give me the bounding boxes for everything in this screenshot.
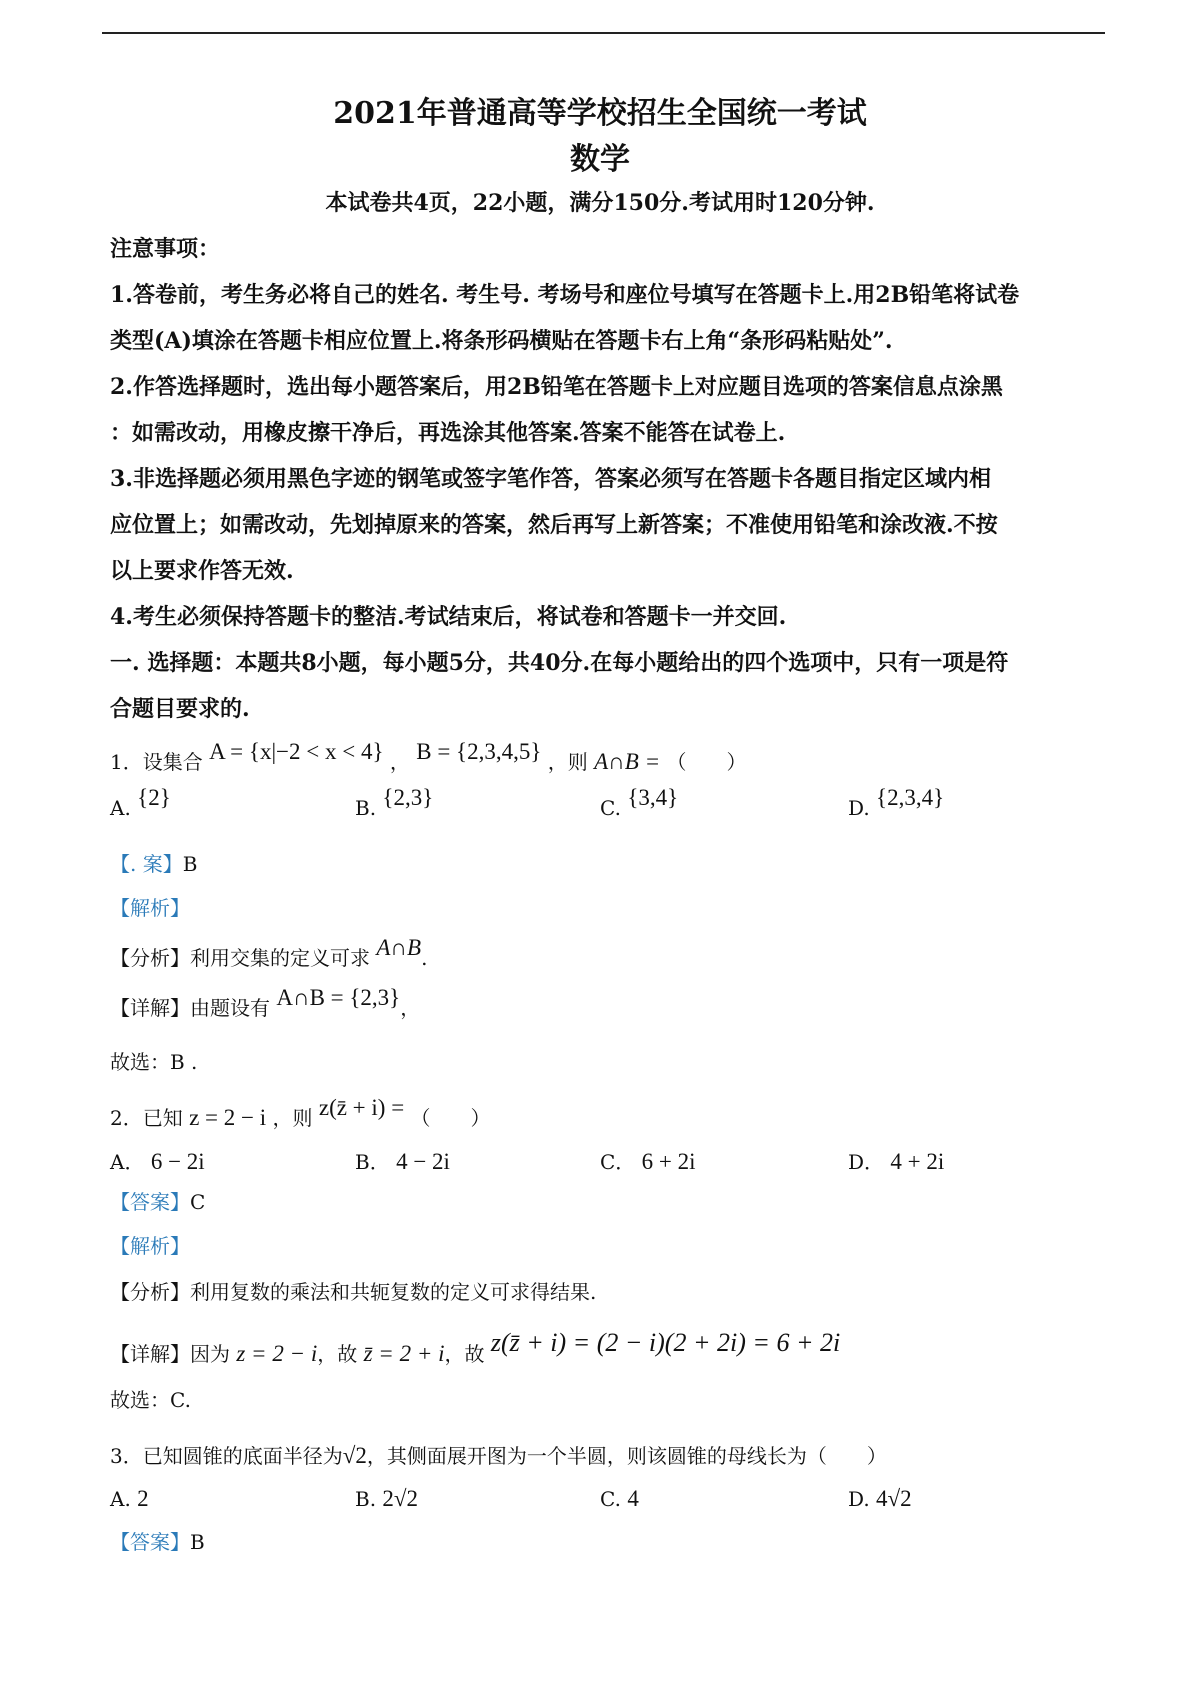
q1-paren: （ ） bbox=[666, 750, 747, 774]
q1-set-a: A = {x|−2 < x < 4} bbox=[209, 739, 384, 764]
q2-answer: 【答案】C bbox=[110, 1190, 206, 1214]
q2-option-d: D． 4 + 2i bbox=[848, 1149, 945, 1174]
q3-option-b: B. 2√2 bbox=[355, 1486, 419, 1511]
q3-option-d: D. 4√2 bbox=[848, 1486, 912, 1511]
question-2: 2．已知 z = 2 − i ，则 z(z̄ + i) = （ ） bbox=[110, 1095, 491, 1130]
q2-conclusion: 故选：C. bbox=[110, 1388, 191, 1412]
q1-option-b: B. {2,3} bbox=[355, 785, 434, 820]
notice-line: 1.答卷前，考生务必将自己的姓名. 考生号. 考场号和座位号填写在答题卡上.用2B铅笔将试卷 bbox=[110, 282, 1020, 308]
answer-label: 【答案】 bbox=[110, 1530, 190, 1554]
q1-answer: 【. 案】B bbox=[110, 852, 198, 876]
q1-conclusion: 故选：B . bbox=[110, 1050, 198, 1074]
notice-line: ：如需改动，用橡皮擦干净后，再选涂其他答案.答案不能答在试卷上. bbox=[110, 420, 786, 446]
question-1 bbox=[110, 739, 747, 775]
q1-comma: ， bbox=[389, 750, 410, 774]
q2-detail: 【详解】因为 z = 2 − i，故 z̄ = 2 + i，故 z(z̄ + i) = (2 − i)(2 + 2i) = 6 + 2i bbox=[110, 1328, 841, 1366]
q2-option-c: C． 6 + 2i bbox=[600, 1149, 696, 1174]
q2-expr: z(z̄ + i) = bbox=[318, 1095, 405, 1120]
q1-option-c: C. {3,4} bbox=[600, 785, 679, 820]
q1-detail: 【详解】由题设有 A∩B = {2,3}， bbox=[110, 985, 421, 1020]
question-3: 3．已知圆锥的底面半径为√2，其侧面展开图为一个半圆，则该圆锥的母线长为（ ） bbox=[110, 1443, 887, 1468]
q2-option-b: B． 4 − 2i bbox=[355, 1149, 450, 1174]
notice-line: 应位置上；如需改动，先划掉原来的答案，然后再写上新答案；不准使用铅笔和涂改液.不按 bbox=[110, 512, 998, 538]
q2-option-a: A． 6 − 2i bbox=[110, 1149, 205, 1174]
notice-line: 4.考生必须保持答题卡的整洁.考试结束后，将试卷和答题卡一并交回. bbox=[110, 604, 787, 630]
q1-expr: A∩B = bbox=[594, 749, 661, 774]
q2-fenxi: 【分析】利用复数的乘法和共轭复数的定义可求得结果. bbox=[110, 1280, 597, 1304]
exam-info: 本试卷共4页，22小题，满分150分.考试用时120分钟. bbox=[325, 190, 875, 216]
q1-option-a: A. {2} bbox=[110, 785, 171, 820]
top-rule bbox=[102, 32, 1105, 34]
q2-analysis-label: 【解析】 bbox=[110, 1234, 190, 1258]
section-heading-cont: 合题目要求的. bbox=[110, 696, 250, 722]
q1-prefix: 1．设集合 bbox=[110, 750, 203, 774]
q2-given: z = 2 − i bbox=[189, 1105, 267, 1130]
q3-answer: 【答案】B bbox=[110, 1530, 205, 1554]
section-heading: 一. 选择题：本题共8小题，每小题5分，共40分.在每小题给出的四个选项中，只有一项是符 bbox=[110, 650, 1009, 676]
q3-option-a: A. 2 bbox=[110, 1486, 149, 1511]
notice-heading: 注意事项： bbox=[110, 236, 221, 262]
q1-option-d: D. {2,3,4} bbox=[848, 785, 945, 820]
notice-line: 以上要求作答无效. bbox=[110, 558, 294, 584]
q3-radius: √2 bbox=[342, 1443, 367, 1468]
notice-line: 2.作答选择题时，选出每小题答案后，用2B铅笔在答题卡上对应题目选项的答案信息点涂黑 bbox=[110, 374, 1003, 400]
q1-then: ，则 bbox=[547, 750, 588, 774]
answer-label: 【答案】 bbox=[110, 1190, 190, 1214]
exam-title: 2021年普通高等学校招生全国统一考试 bbox=[333, 96, 867, 131]
q1-fenxi: 【分析】利用交集的定义可求 A∩B. bbox=[110, 935, 428, 970]
q1-set-b: B = {2,3,4,5} bbox=[416, 739, 542, 764]
q1-analysis-label: 【解析】 bbox=[110, 896, 190, 920]
answer-label: 【. 案】 bbox=[110, 852, 183, 876]
notice-line: 类型(A)填涂在答题卡相应位置上.将条形码横贴在答题卡右上角“条形码粘贴处”. bbox=[110, 328, 893, 354]
q3-option-c: C. 4 bbox=[600, 1486, 639, 1511]
exam-subject: 数学 bbox=[570, 142, 630, 177]
notice-line: 3.非选择题必须用黑色字迹的钢笔或签字笔作答，答案必须写在答题卡各题目指定区域内相 bbox=[110, 466, 991, 492]
